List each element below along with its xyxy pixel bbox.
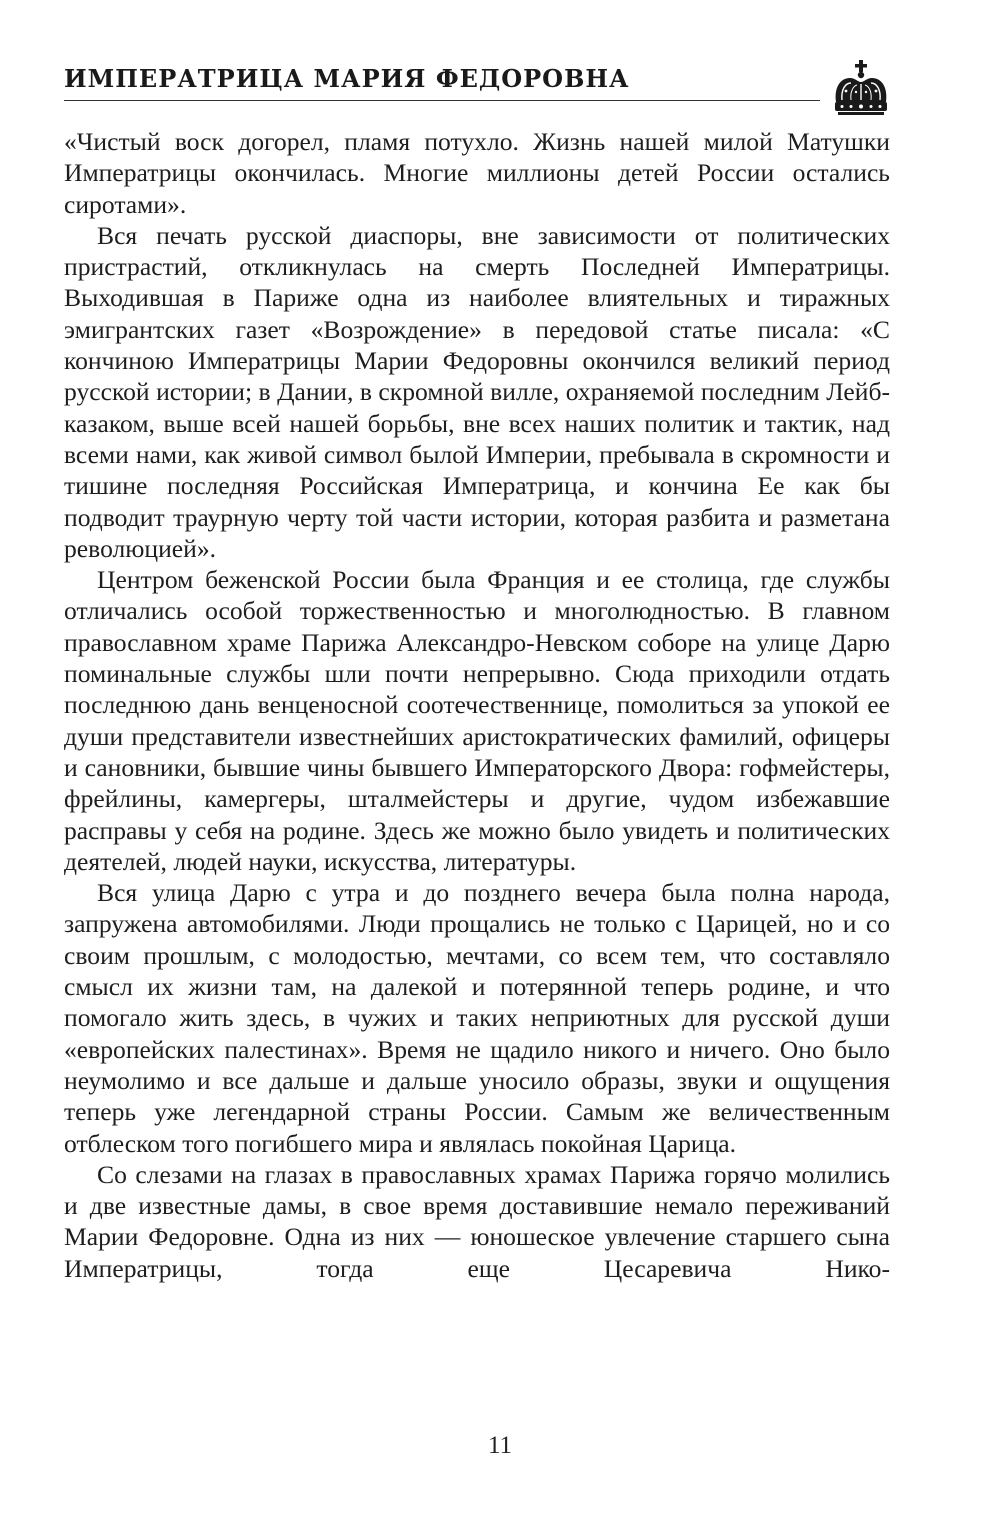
running-header xyxy=(64,58,920,118)
header-rule xyxy=(64,100,820,101)
running-title: ИМПЕРАТРИЦА МАРИЯ ФЕДОРОВНА xyxy=(64,64,630,93)
crown-icon xyxy=(830,58,892,118)
paragraph: Вся печать русской диаспоры, вне зависимости от политических пристрастий, откликнулась на смерть Последней Императрицы. Выходившая в Париже одна из наиболее влиятельных и тиражных эмигрантских газет «Возрождение» в передовой статье писала: «С кончиною Императрицы Марии Федоровны окончился великий период русской истории; в Дании, в скромной вилле, охраняемой последним Лейб-казаком, выше всей нашей борьбы, вне всех наших политик и тактик, над всеми нами, как живой символ былой Империи, пребывала в скромности и тишине последняя Российская Императрица, и кончина Ее как бы подводит траурную черту той части истории, которая разбита и разметана революцией». xyxy=(64,220,890,563)
paragraph: Центром беженской России была Франция и ее столица, где службы отличались особой торжественностью и многолюдностью. В главном православном храме Парижа Александро-Невском соборе на улице Дарю поминальные службы шли почти непрерывно. Сюда приходили отдать последнюю дань венценосной соотечественнице, помолиться за упокой ее души представители известнейших аристократических фамилий, офицеры и сановники, бывшие чины бывшего Императорского Двора: гофмейстеры, фрейлины, камергеры, шталмейстеры и другие, чудом избежавшие расправы у себя на родине. Здесь же можно было увидеть и политических деятелей, людей науки, искусства, литературы. xyxy=(64,565,890,876)
paragraph: Со слезами на глазах в православных храмах Парижа горячо молились и две известные дамы, в свое время доставившие немало переживаний Марии Федоровне. Одна из них — юношеское увлечение старшего сына Императрицы, тогда еще Цесаревича Нико- xyxy=(64,1159,890,1283)
paragraph: «Чистый воск догорел, пламя потухло. Жизнь нашей милой Матушки Императрицы окончилась. Многие миллионы детей России остались сиротами». xyxy=(64,127,890,219)
paragraph: Вся улица Дарю с утра и до позднего вечера была полна народа, запружена автомобилями. Люди прощались не только с Царицей, но и со своим прошлым, с молодостью, мечтами, со всем тем, что составляло смысл их жизни там, на далекой и потерянной теперь родине, и что помогало жить здесь, в чужих и таких неприютных для русской души «европейских палестинах». Время не щадило никого и ничего. Оно было неумолимо и все дальше и дальше уносило образы, звуки и ощущения теперь уже легендарной страны России. Самым же величественным отблеском того погибшего мира и являлась покойная Царица. xyxy=(64,878,890,1158)
page-number: 11 xyxy=(487,1432,513,1459)
body-text xyxy=(64,126,890,1284)
